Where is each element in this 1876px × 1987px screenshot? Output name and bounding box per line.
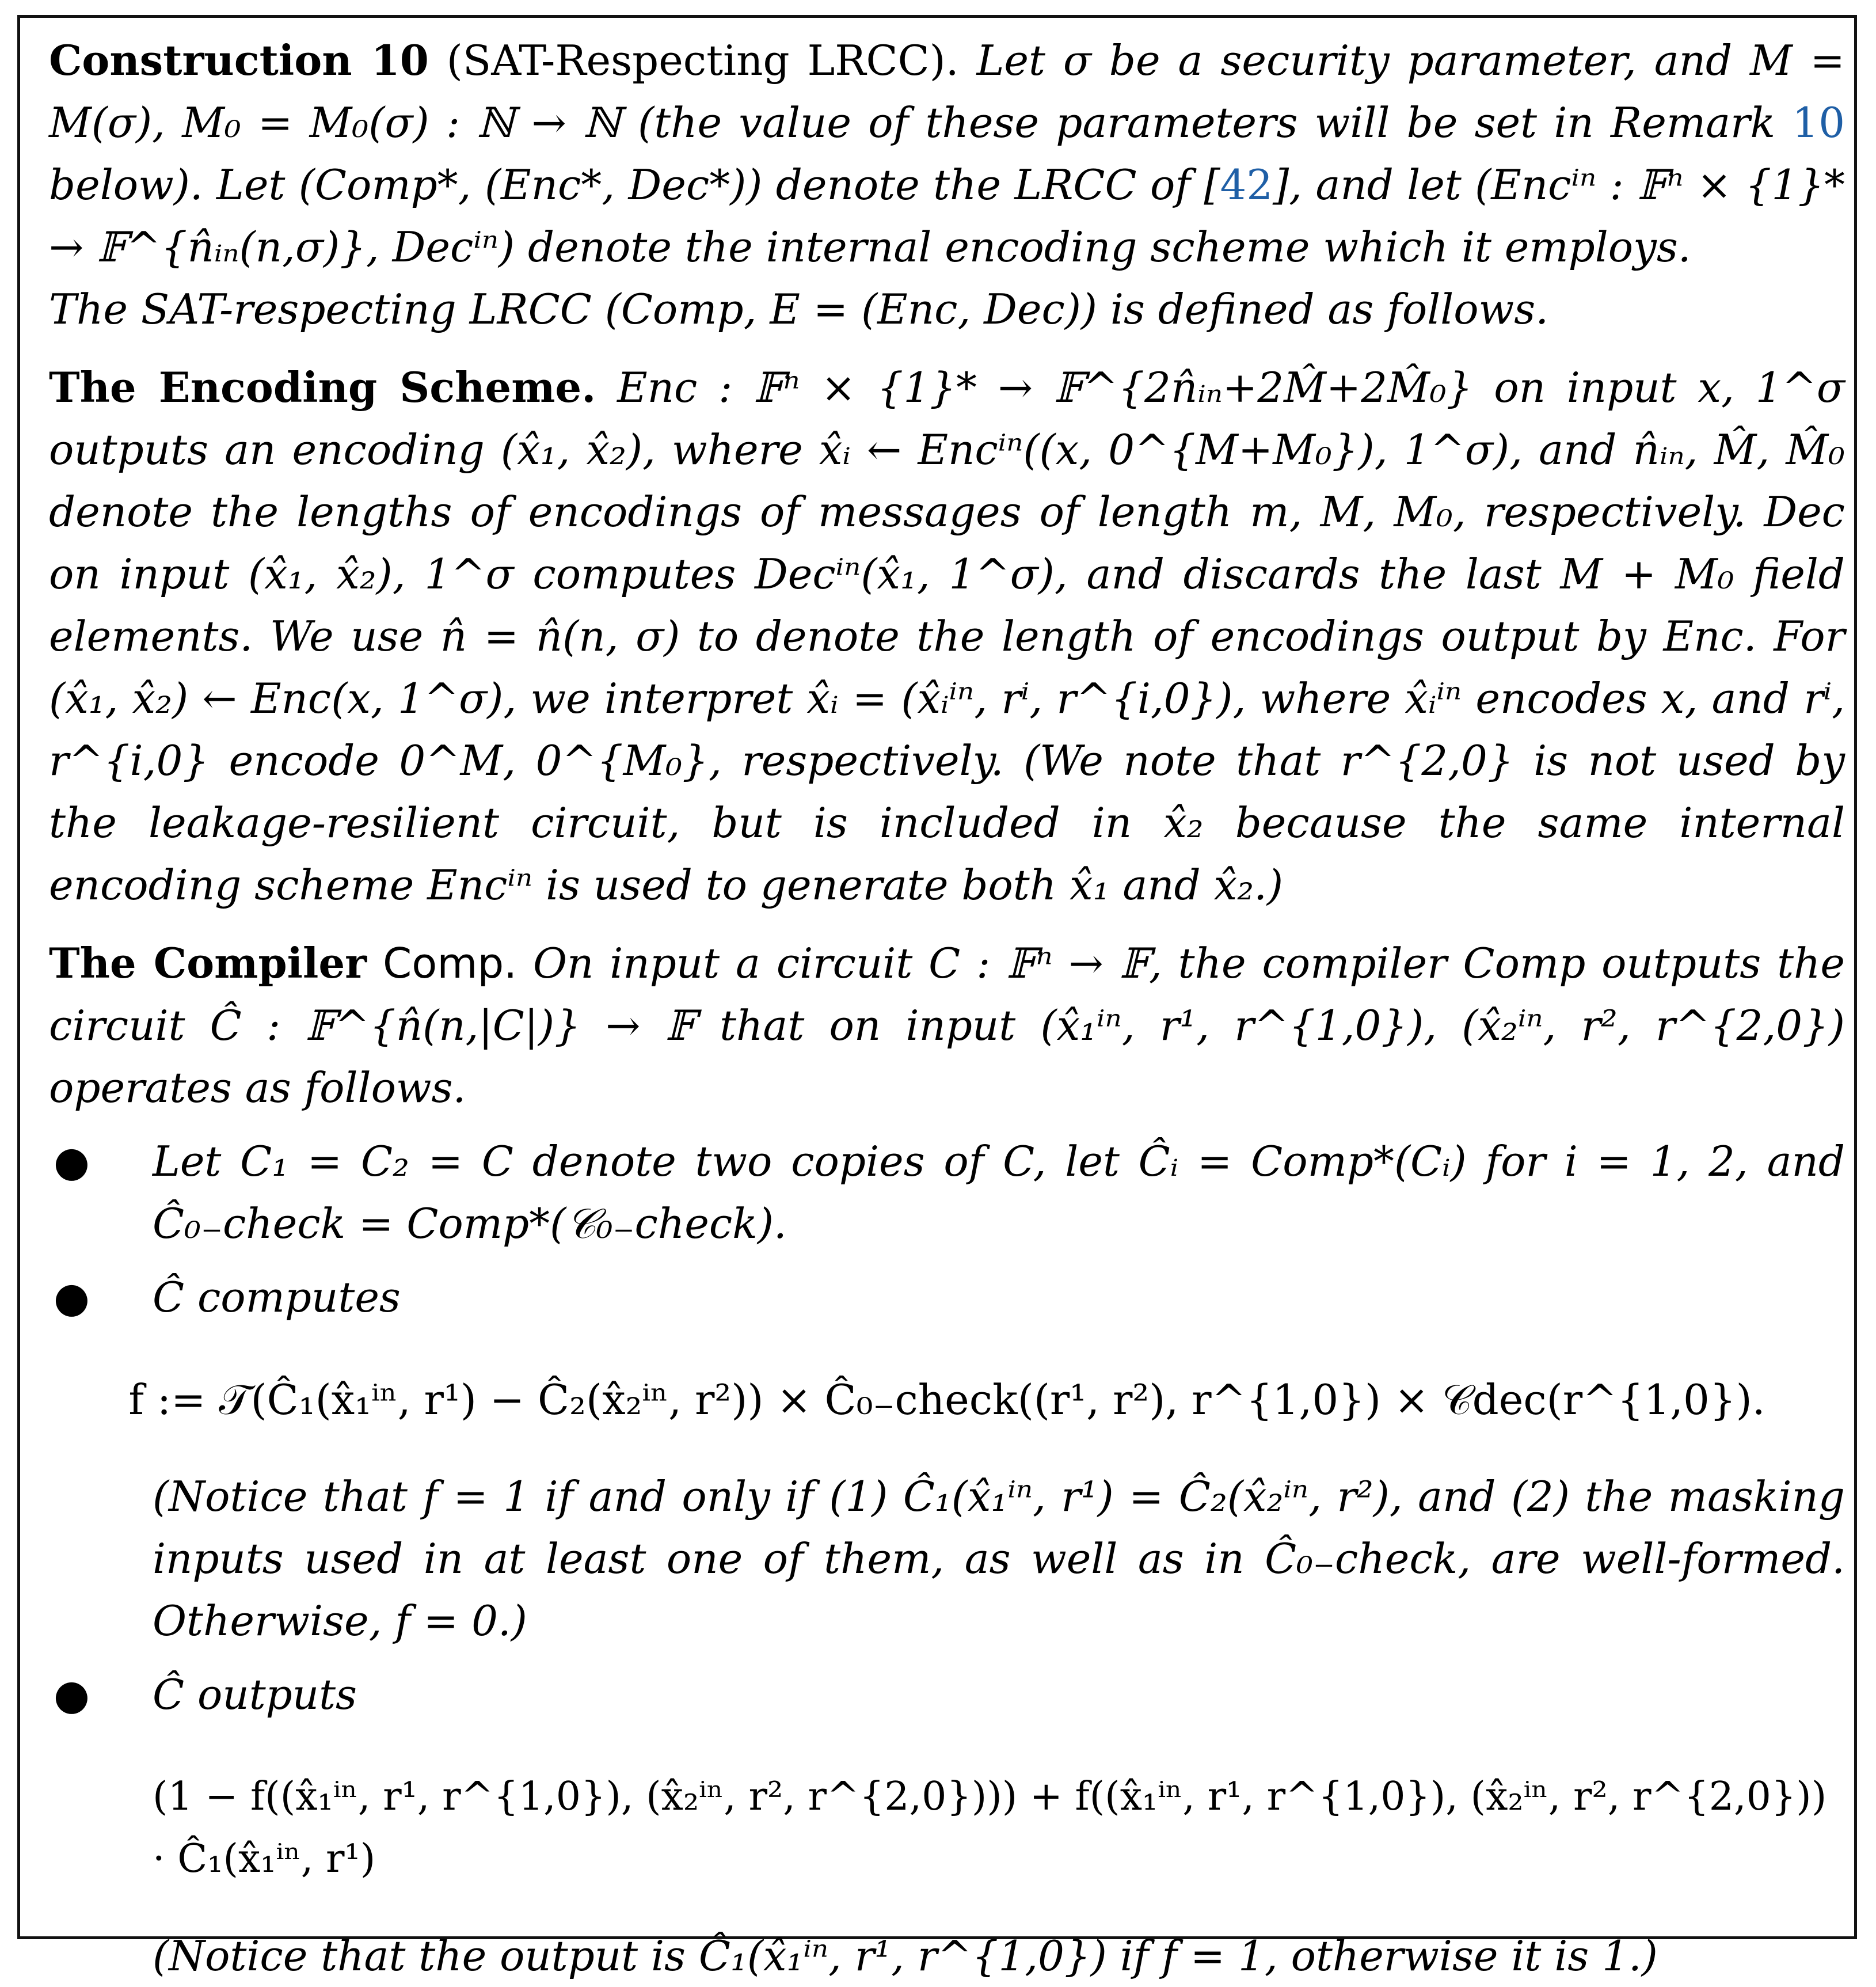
bullet-item <box>49 1663 1845 1726</box>
encoding-scheme-paragraph <box>49 356 1845 916</box>
construction-paragraph <box>49 29 1845 278</box>
notice-f: (Notice that f = 1 if and only if (1) Ĉ₁(x̂₁ⁱⁿ, r¹) = Ĉ₂(x̂₂ⁱⁿ, r²), and (2) the masking inputs used in at least one of them, as well as in Ĉ₀₋check, are well-formed. Otherwise, f = 0.) <box>153 1472 1845 1645</box>
formula-f: f := 𝒯(Ĉ₁(x̂₁ⁱⁿ, r¹) − Ĉ₂(x̂₂ⁱⁿ, r²)) × Ĉ₀₋check((r¹, r²), r^{1,0}) × 𝒞dec(r^{1,0}). <box>128 1376 1765 1424</box>
construction-text-1: Let σ be a security parameter, and M = M(σ), M₀ = M₀(σ) : ℕ → ℕ (the value of these parameters will be set in Remark <box>49 36 1845 147</box>
bullet-icon: ● <box>54 1670 90 1719</box>
bullet-item <box>49 1130 1845 1255</box>
bullet-text: Ĉ outputs <box>153 1670 357 1719</box>
citation-link[interactable]: 42 <box>1220 161 1273 209</box>
bullet-icon: ● <box>54 1137 90 1186</box>
compiler-name: Comp. <box>383 939 517 987</box>
construction-heading: Construction 10 <box>49 36 429 85</box>
bullet-text: Let C₁ = C₂ = C denote two copies of C, let Ĉᵢ = Comp*(Cᵢ) for i = 1, 2, and Ĉ₀₋check = Comp*(𝒞₀₋check). <box>153 1137 1845 1248</box>
notice-output: (Notice that the output is Ĉ₁(x̂₁ⁱⁿ, r¹, r^{1,0}) if f = 1, otherwise it is 1.) <box>153 1932 1658 1980</box>
construction-title: (SAT-Respecting LRCC). <box>446 36 959 85</box>
formula-output: (1 − f((x̂₁ⁱⁿ, r¹, r^{1,0}), (x̂₂ⁱⁿ, r², r^{2,0}))) + f((x̂₁ⁱⁿ, r¹, r^{1,0}), (x̂₂ⁱⁿ, r², r^{2,0})) · Ĉ₁(x̂₁ⁱⁿ, r¹) <box>153 1774 1827 1882</box>
construction-box <box>17 15 1857 1980</box>
compiler-paragraph <box>49 932 1845 1119</box>
encoding-scheme-text: Enc : 𝔽ⁿ × {1}* → 𝔽^{2n̂ᵢₙ+2M̂+2M̂₀} on input x, 1^σ outputs an encoding (x̂₁, x̂₂), where x̂ᵢ ← Encⁱⁿ((x, 0^{M+M₀}), 1^σ), and n̂ᵢₙ, M̂, M̂₀ denote the lengths of encodings of messages of length m, M, M₀, respectively. Dec on input (x̂₁, x̂₂), 1^σ computes Decⁱⁿ(x̂₁, 1^σ), and discards the last M + M₀ field elements. We use n̂ = n̂(n, σ) to denote the length of encodings output by Enc. For (x̂₁, x̂₂) ← Enc(x, 1^σ), we interpret x̂ᵢ = (x̂ᵢⁱⁿ, rⁱ, r^{i,0}), where x̂ᵢⁱⁿ encodes x, and rⁱ, r^{i,0} encode 0^M, 0^{M₀}, respectively. (We note that r^{2,0} is not used by the leakage-resilient circuit, but is included in x̂₂ because the same internal encoding scheme Encⁱⁿ is used to generate both x̂₁ and x̂₂.) <box>49 363 1845 909</box>
construction-definition-line: The SAT-respecting LRCC (Comp, E = (Enc, Dec)) is defined as follows. <box>49 285 1549 333</box>
encoding-scheme-heading: The Encoding Scheme. <box>49 363 596 412</box>
compiler-text: On input a circuit C : 𝔽ⁿ → 𝔽, the compiler Comp outputs the circuit Ĉ : 𝔽^{n̂(n,|C|)} → 𝔽 that on input (x̂₁ⁱⁿ, r¹, r^{1,0}), (x̂₂ⁱⁿ, r², r^{2,0}) operates as follows. <box>49 939 1845 1112</box>
construction-content <box>49 29 1845 1987</box>
bullet-text: Ĉ computes <box>153 1273 401 1321</box>
construction-text-2: below). Let (Comp*, (Enc*, Dec*)) denote the LRCC of [ <box>49 161 1220 209</box>
compiler-heading: The Compiler <box>49 939 367 987</box>
bullet-item <box>49 1266 1845 1328</box>
bullet-icon: ● <box>54 1273 90 1321</box>
construction-text-3: ], and let (Encⁱⁿ : 𝔽ⁿ × {1}* → 𝔽^{n̂ᵢₙ(n,σ)}, Decⁱⁿ) denote the internal encoding scheme which it employs. <box>49 161 1845 271</box>
remark-reference-link[interactable]: 10 <box>1792 98 1845 147</box>
